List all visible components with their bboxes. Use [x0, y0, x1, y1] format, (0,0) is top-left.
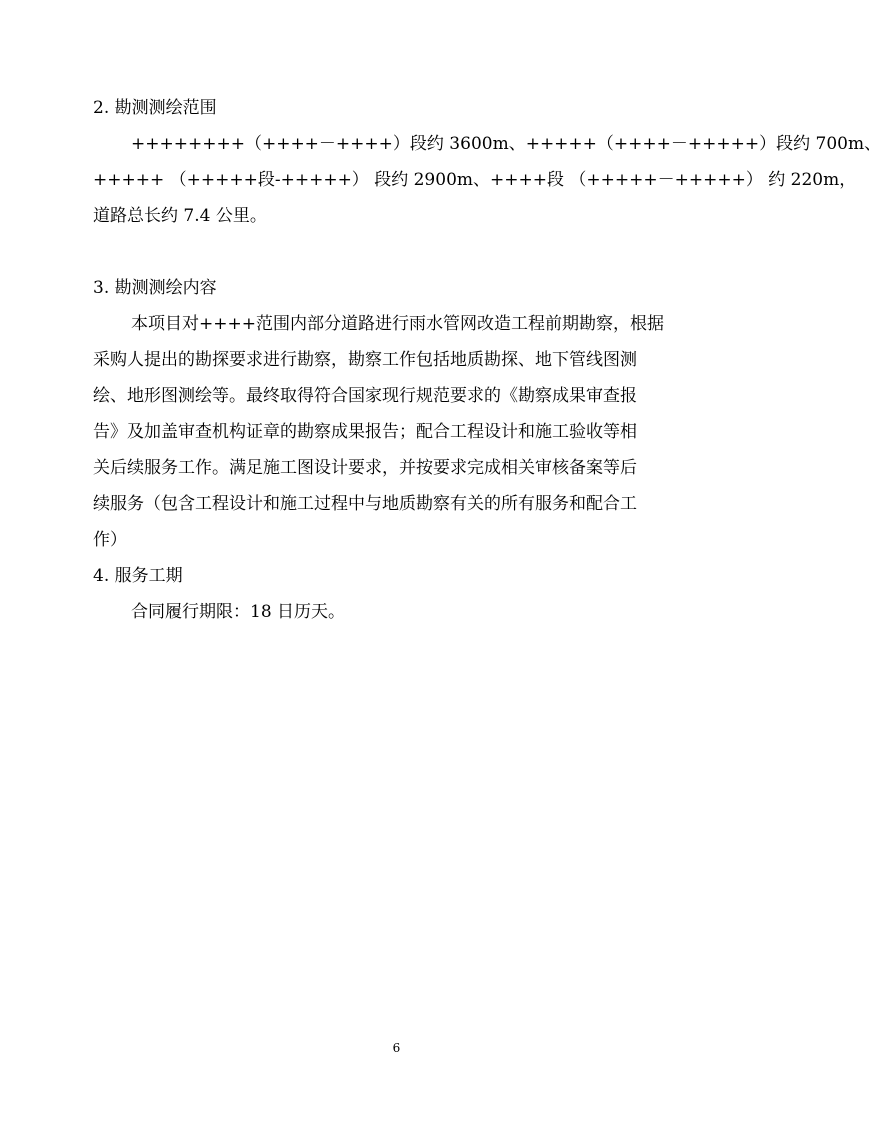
section-heading-survey-content: 3. 勘测测绘内容 [93, 278, 217, 298]
paragraph-line: 采购人提出的勘探要求进行勘察，勘察工作包括地质勘探、地下管线图测 [93, 350, 637, 370]
paragraph-line: 本项目对++++范围内部分道路进行雨水管网改造工程前期勘察，根据 [131, 314, 664, 334]
paragraph-line: 告》及加盖审查机构证章的勘察成果报告；配合工程设计和施工验收等相 [93, 422, 637, 442]
paragraph-line: 续服务（包含工程设计和施工过程中与地质勘察有关的所有服务和配合工 [93, 494, 637, 514]
page-number: 6 [392, 1041, 401, 1055]
paragraph-line: 绘、地形图测绘等。最终取得符合国家现行规范要求的《勘察成果审查报 [93, 386, 637, 406]
paragraph-line: 合同履行期限：18 日历天。 [131, 602, 346, 622]
paragraph-line: 作） [93, 530, 127, 550]
page-content [93, 90, 881, 630]
paragraph-line: +++++ （+++++段-+++++） 段约 2900m、++++段 （+++++－+++++） 约 220m， [93, 170, 857, 190]
spacer [93, 234, 703, 270]
section-heading-service-period: 4. 服务工期 [93, 566, 183, 586]
paragraph-line: 道路总长约 7.4 公里。 [93, 206, 267, 226]
section-heading-survey-scope: 2. 勘测测绘范围 [93, 98, 217, 118]
paragraph-line: ++++++++（++++－++++）段约 3600m、+++++（++++－+++++）段约 700m、 [131, 134, 881, 154]
paragraph-line: 关后续服务工作。满足施工图设计要求，并按要求完成相关审核备案等后 [93, 458, 637, 478]
